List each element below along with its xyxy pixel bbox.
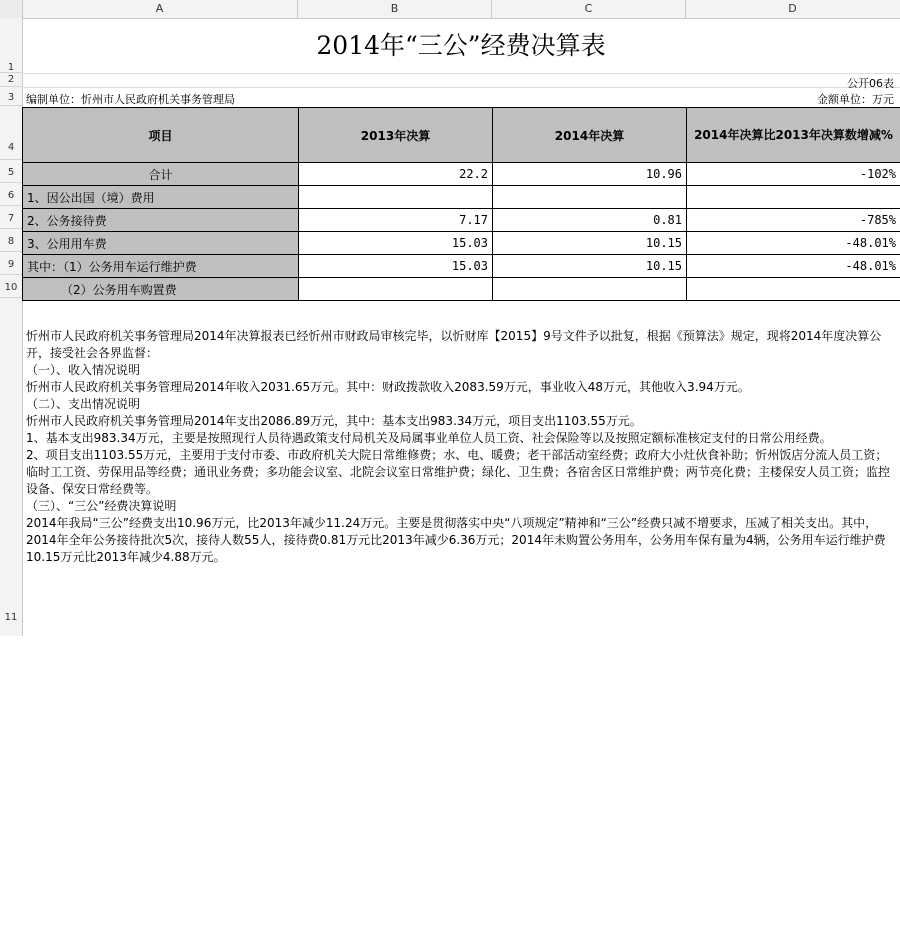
row-header[interactable]: 6 (0, 183, 22, 206)
income-detail: 忻州市人民政府机关事务管理局2014年收入2031.65万元。其中：财政拨款收入2083.59万元，事业收入48万元，其他收入3.94万元。 (26, 379, 892, 396)
row-item[interactable]: 3、公用用车费 (23, 232, 299, 255)
table-row (23, 209, 900, 232)
section-heading-expense: （二）、支出情况说明 (26, 396, 892, 413)
row-header[interactable]: 5 (0, 160, 22, 183)
row-header[interactable]: 8 (0, 229, 22, 252)
report-title: 2014年“三公”经费决算表 (22, 22, 900, 70)
report-description[interactable] (26, 328, 892, 566)
row-header[interactable]: 10 (0, 275, 22, 298)
row-change[interactable] (687, 278, 900, 301)
row-header[interactable]: 9 (0, 252, 22, 275)
project-expense-detail: 2、项目支出1103.55万元，主要用于支付市委、市政府机关大院日常维修费；水、电、暖费；老干部活动室经费；政府大小灶伙食补助；忻州饭店分流人员工资；临时工工资、劳保用品等经费；通讯业务费；多功能会议室、北院会议室日常维护费；绿化、卫生费；各宿舍区日常维护费；两节亮化费；主楼保安人员工资；监控设备、保安日常经费等。 (26, 447, 892, 498)
row-value-2013[interactable]: 15.03 (299, 232, 493, 255)
row-header[interactable]: 2 (0, 73, 22, 87)
section-heading-three-public: （三）、“三公”经费决算说明 (26, 498, 892, 515)
row-item[interactable]: （2）公务用车购置费 (23, 278, 299, 301)
description-intro: 忻州市人民政府机关事务管理局2014年决算报表已经忻州市财政局审核完毕，以忻财库【2015】9号文件予以批复，根据《预算法》规定，现将2014年度决算公开，接受社会各界监督： (26, 328, 892, 362)
row-value-2014[interactable] (493, 278, 687, 301)
expense-detail: 忻州市人民政府机关事务管理局2014年支出2086.89万元，其中：基本支出983.34万元，项目支出1103.55万元。 (26, 413, 892, 430)
table-row (23, 278, 900, 301)
section-heading-income: （一）、收入情况说明 (26, 362, 892, 379)
form-code: 公开06表 (847, 75, 894, 91)
row-item[interactable]: 1、因公出国（境）费用 (23, 186, 299, 209)
row-value-2013[interactable] (299, 278, 493, 301)
expense-table (22, 107, 900, 301)
row-value-2013[interactable]: 7.17 (299, 209, 493, 232)
row-header[interactable]: 7 (0, 206, 22, 229)
row-value-2014[interactable]: 0.81 (493, 209, 687, 232)
row-change[interactable]: -48.01% (687, 232, 900, 255)
row-item[interactable]: 合计 (23, 163, 299, 186)
row-value-2013[interactable]: 22.2 (299, 163, 493, 186)
three-public-detail: 2014年我局“三公”经费支出10.96万元，比2013年减少11.24万元。主要是贯彻落实中央“八项规定”精神和“三公”经费只减不增要求，压减了相关支出。其中，2014年全年公务接待批次5次，接待人数55人，接待费0.81万元比2013年减少6.36万元；2014年未购置公务用车，公务用车保有量为4辆，公务用车运行维护费10.15万元比2013年减少4.88万元。 (26, 515, 892, 566)
row-change[interactable]: -102% (687, 163, 900, 186)
row-header[interactable]: 3 (0, 87, 22, 106)
row-value-2013[interactable]: 15.03 (299, 255, 493, 278)
column-header-b[interactable]: B (298, 0, 492, 18)
row-item[interactable]: 其中：（1）公务用车运行维护费 (23, 255, 299, 278)
money-unit: 金额单位：万元 (817, 91, 894, 107)
row-change[interactable]: -48.01% (687, 255, 900, 278)
header-2014: 2014年决算 (493, 108, 687, 163)
row-change[interactable] (687, 186, 900, 209)
basic-expense-detail: 1、基本支出983.34万元，主要是按照现行人员待遇政策支付局机关及局属事业单位人员工资、社会保险等以及按照定额标准核定支付的日常公用经费。 (26, 430, 892, 447)
row-header-bar (0, 18, 23, 636)
row-header[interactable]: 1 (0, 18, 22, 73)
row-value-2014[interactable]: 10.96 (493, 163, 687, 186)
header-change: 2014年决算比2013年决算数增减% (687, 108, 900, 163)
table-row (23, 255, 900, 278)
compiling-unit: 编制单位：忻州市人民政府机关事务管理局 (26, 91, 235, 107)
select-all-corner[interactable] (0, 0, 23, 18)
row-value-2014[interactable]: 10.15 (493, 255, 687, 278)
column-header-d[interactable]: D (686, 0, 899, 18)
column-header-bar (0, 0, 900, 19)
table-row (23, 232, 900, 255)
table-row (23, 163, 900, 186)
row-value-2014[interactable]: 10.15 (493, 232, 687, 255)
column-header-a[interactable]: A (22, 0, 298, 18)
row-value-2013[interactable] (299, 186, 493, 209)
row-header[interactable]: 4 (0, 106, 22, 160)
header-2013: 2013年决算 (299, 108, 493, 163)
row-header[interactable]: 11 (0, 298, 22, 636)
row-value-2014[interactable] (493, 186, 687, 209)
table-row (23, 186, 900, 209)
row-item[interactable]: 2、公务接待费 (23, 209, 299, 232)
header-item: 项目 (23, 108, 299, 163)
column-header-c[interactable]: C (492, 0, 686, 18)
row-change[interactable]: -785% (687, 209, 900, 232)
table-header-row (23, 108, 900, 163)
